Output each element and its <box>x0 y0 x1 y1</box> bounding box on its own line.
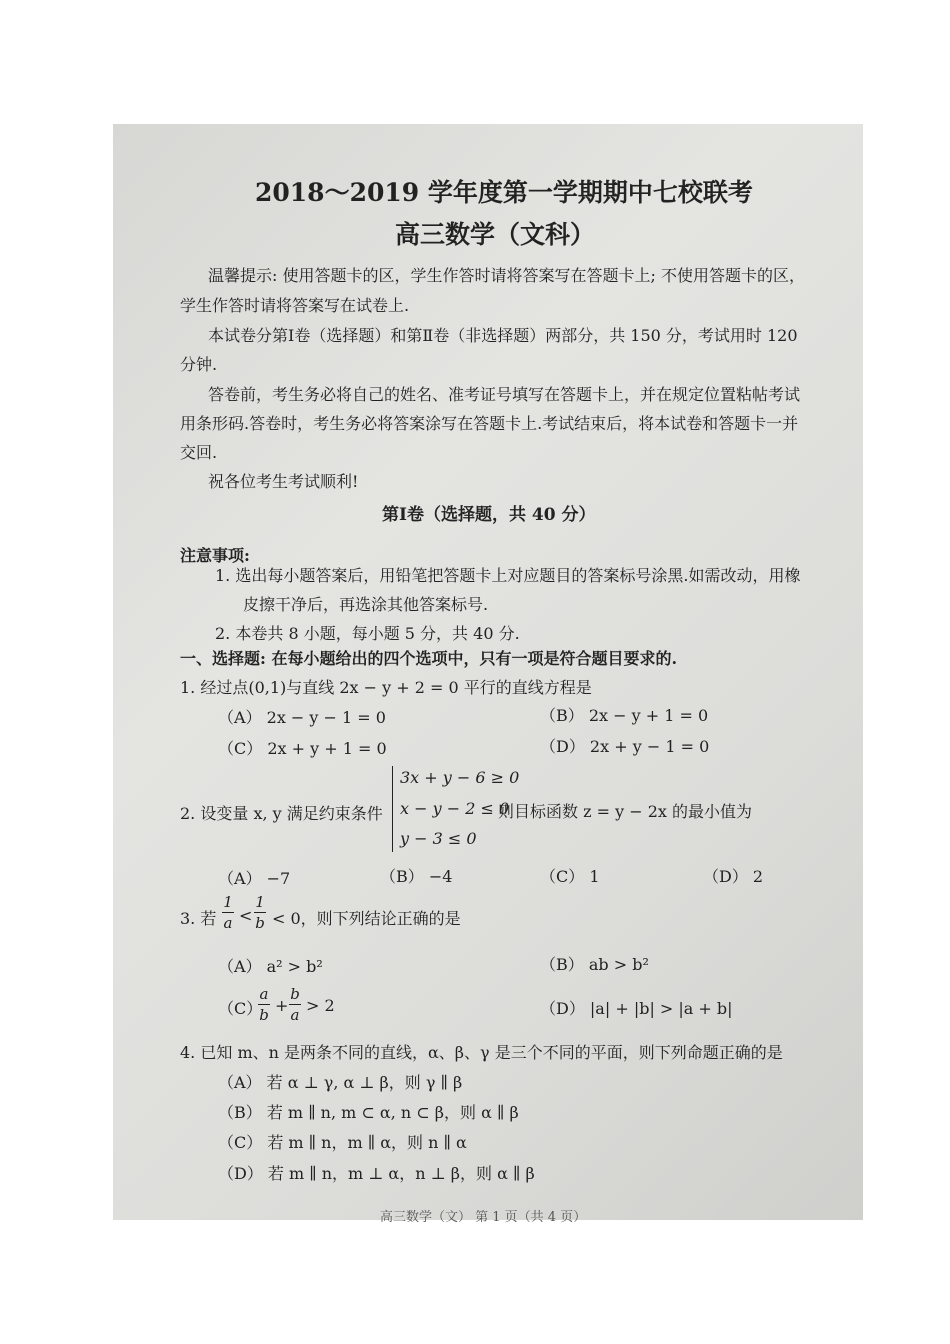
q3-option-c-label: （C） <box>218 999 263 1018</box>
note-1-line2: 皮擦干净后，再选涂其他答案标号. <box>243 595 489 614</box>
q3-frac1-numerator: 1 <box>223 893 233 911</box>
note-1-line1: 1. 选出每小题答案后，用铅笔把答题卡上对应题目的答案标号涂黑.如需改动，用橡 <box>215 566 801 585</box>
constraint-brace <box>392 766 399 852</box>
q4-option-a: （A） 若 α ⊥ γ, α ⊥ β，则 γ ∥ β <box>218 1073 463 1092</box>
q2-option-c: （C） 1 <box>540 867 600 886</box>
q3-option-c-fraction-a-over-b <box>258 985 270 1024</box>
q2-constraint-3: y − 3 ≤ 0 <box>400 829 477 848</box>
q3-option-d: （D） |a| + |b| > |a + b| <box>540 999 733 1018</box>
intro-tip-line1: 温馨提示: 使用答题卡的区，学生作答时请将答案写在答题卡上; 不使用答题卡的区， <box>208 266 805 285</box>
q4-option-c: （C） 若 m ∥ n，m ∥ α，则 n ∥ α <box>218 1133 467 1152</box>
q3-c-frac1-numerator: a <box>259 985 269 1003</box>
q3-frac1-denominator: a <box>223 914 233 932</box>
page-footer: 高三数学（文） 第 1 页（共 4 页） <box>380 1210 587 1225</box>
q1-option-d: （D） 2x + y − 1 = 0 <box>540 737 710 756</box>
part-heading: 一、选择题: 在每小题给出的四个选项中，只有一项是符合题目要求的. <box>180 649 678 668</box>
q3-c-frac2-denominator: a <box>290 1006 300 1024</box>
intro-wish: 祝各位考生考试顺利! <box>208 472 359 491</box>
fraction-bar <box>222 912 234 913</box>
q3-option-c-plus: + <box>275 996 289 1015</box>
fraction-bar <box>258 1004 270 1005</box>
q3-option-b: （B） ab > b² <box>540 955 649 974</box>
intro-before-line1: 答卷前，考生务必将自己的姓名、准考证号填写在答题卡上，并在规定位置粘帖考试 <box>208 385 801 404</box>
q1-option-b: （B） 2x − y + 1 = 0 <box>540 706 709 725</box>
q3-fraction-1-over-a <box>222 893 234 932</box>
q3-fraction-1-over-b <box>254 893 266 932</box>
notes-heading: 注意事项: <box>180 546 250 565</box>
fraction-bar <box>289 1004 301 1005</box>
q2-stem-pre: 2. 设变量 x, y 满足约束条件 <box>180 804 383 823</box>
q3-c-frac1-denominator: b <box>259 1006 269 1024</box>
q1-option-a: （A） 2x − y − 1 = 0 <box>218 708 386 727</box>
intro-exam-line2: 分钟. <box>180 355 218 374</box>
q2-constraint-1: 3x + y − 6 ≥ 0 <box>400 768 520 787</box>
q3-c-frac2-numerator: b <box>290 985 300 1003</box>
q3-option-c-end: > 2 <box>306 996 335 1015</box>
q3-frac2-numerator: 1 <box>255 893 265 911</box>
intro-tip-line2: 学生作答时请将答案写在试卷上. <box>180 296 410 315</box>
q2-stem-post: 则目标函数 z = y − 2x 的最小值为 <box>498 802 753 821</box>
q4-option-d: （D） 若 m ∥ n，m ⊥ α，n ⊥ β，则 α ∥ β <box>218 1164 535 1183</box>
q3-tail: < 0，则下列结论正确的是 <box>272 909 461 928</box>
q2-option-a: （A） −7 <box>218 869 291 888</box>
intro-before-line2: 用条形码.答卷时，考生务必将答案涂写在答题卡上.考试结束后，将本试卷和答题卡一并 <box>180 414 799 433</box>
fraction-bar <box>254 912 266 913</box>
q1-option-c: （C） 2x + y + 1 = 0 <box>218 739 387 758</box>
intro-before-line3: 交回. <box>180 443 218 462</box>
q4-option-b: （B） 若 m ∥ n, m ⊂ α, n ⊂ β，则 α ∥ β <box>218 1103 519 1122</box>
q3-number: 3. 若 <box>180 909 217 928</box>
section-title: 第Ⅰ卷（选择题，共 40 分） <box>382 505 596 525</box>
q1-stem: 1. 经过点(0,1)与直线 2x − y + 2 = 0 平行的直线方程是 <box>180 678 592 697</box>
q3-option-c-fraction-b-over-a <box>289 985 301 1024</box>
q4-stem: 4. 已知 m、n 是两条不同的直线，α、β、γ 是三个不同的平面，则下列命题正确的是 <box>180 1043 783 1062</box>
intro-exam-line1: 本试卷分第Ⅰ卷（选择题）和第Ⅱ卷（非选择题）两部分，共 150 分，考试用时 120 <box>208 326 798 345</box>
q2-option-d: （D） 2 <box>703 867 764 886</box>
q2-constraint-2: x − y − 2 ≤ 0 <box>400 799 510 818</box>
note-2: 2. 本卷共 8 小题，每小题 5 分，共 40 分. <box>215 624 520 643</box>
page-title: 2018～2019 学年度第一学期期中七校联考 <box>255 178 753 207</box>
q2-option-b: （B） −4 <box>380 867 453 886</box>
q3-option-a: （A） a² > b² <box>218 957 323 976</box>
q3-frac2-denominator: b <box>255 914 265 932</box>
page-subtitle: 高三数学（文科） <box>395 220 596 249</box>
q3-less-than: < <box>239 906 253 925</box>
